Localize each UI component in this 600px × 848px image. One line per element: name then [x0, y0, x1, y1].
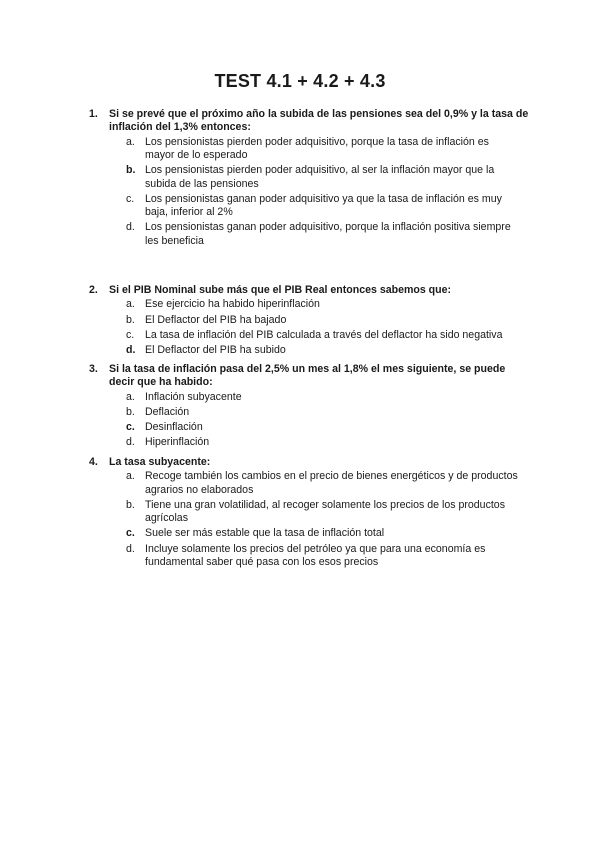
question-header [89, 456, 529, 469]
option-letter: d. [126, 436, 135, 449]
option-text: Incluye solamente los precios del petróleo ya que para una economía es fundamental saber qué pasa con los esos precios [145, 542, 486, 568]
option-b [126, 314, 529, 327]
option-list [89, 298, 529, 357]
option-text: Deflación [145, 405, 190, 418]
question-text: Si el PIB Nominal sube más que el PIB Real entonces sabemos que: [109, 284, 452, 296]
option-d [126, 344, 529, 357]
option-text: Ese ejercicio ha habido hiperinflación [145, 298, 320, 311]
option-letter: b. [126, 313, 135, 326]
question-text: Si se prevé que el próximo año la subida de las pensiones sea del 0,9% y la tasa de inflación del 1,3% entonces: [109, 108, 529, 134]
option-text: Los pensionistas pierden poder adquisitivo, porque la tasa de inflación es mayor de lo esperado [145, 135, 489, 162]
option-a [126, 470, 529, 497]
option-d [126, 543, 529, 570]
option-list [89, 470, 529, 569]
option-b [126, 164, 529, 191]
option-text: Los pensionistas ganan poder adquisitivo, porque la inflación positiva siempre les beneficia [145, 221, 511, 247]
option-c [126, 193, 529, 220]
option-letter: b. [126, 498, 135, 511]
option-d [126, 221, 529, 248]
option-text: El Deflactor del PIB ha bajado [145, 313, 287, 326]
option-letter: d. [126, 343, 136, 356]
option-text: La tasa de inflación del PIB calculada a través del deflactor ha sido negativa [145, 328, 503, 341]
option-list [89, 391, 529, 450]
option-letter: c. [126, 527, 135, 540]
option-list [89, 136, 529, 248]
question-3 [89, 363, 529, 451]
option-a [126, 298, 529, 311]
option-d [126, 436, 529, 449]
option-text: Desinflación [145, 421, 203, 433]
question-number: 2. [89, 284, 98, 296]
question-text: La tasa subyacente: [109, 456, 211, 468]
question-number: 3. [89, 363, 98, 375]
option-text: Los pensionistas ganan poder adquisitivo ya que la tasa de inflación es muy baja, inferior al 2% [145, 192, 502, 219]
option-letter: a. [126, 470, 135, 483]
option-letter: a. [126, 135, 135, 148]
question-text: Si la tasa de inflación pasa del 2,5% un mes al 1,8% el mes siguiente, se puede decir que ha habido: [109, 363, 506, 389]
option-c [126, 421, 529, 434]
option-a [126, 391, 529, 404]
question-header [89, 108, 529, 135]
option-letter: c. [126, 192, 135, 205]
option-text: Los pensionistas pierden poder adquisitivo, al ser la inflación mayor que la subida de las pensiones [145, 164, 495, 190]
option-text: Hiperinflación [145, 436, 210, 449]
option-letter: d. [126, 221, 135, 234]
option-letter: c. [126, 328, 135, 341]
question-header [89, 363, 529, 390]
option-text: Recoge también los cambios en el precio de bienes energéticos y de productos agrarios no elaborados [145, 470, 518, 496]
page-title: TEST 4.1 + 4.2 + 4.3 [214, 71, 386, 91]
question-number: 1. [89, 108, 98, 120]
option-letter: a. [126, 298, 135, 311]
option-c [126, 527, 529, 540]
option-c [126, 329, 529, 342]
question-header [89, 284, 529, 297]
option-text: El Deflactor del PIB ha subido [145, 343, 286, 356]
option-b [126, 406, 529, 419]
option-letter: b. [126, 405, 135, 418]
question-number: 4. [89, 456, 98, 468]
option-letter: d. [126, 542, 135, 555]
option-text: Tiene una gran volatilidad, al recoger solamente los precios de los productos agrícolas [145, 498, 506, 525]
question-4 [89, 456, 529, 571]
option-b [126, 499, 529, 526]
option-letter: a. [126, 390, 135, 403]
option-text: Inflación subyacente [145, 390, 242, 403]
option-letter: b. [126, 164, 136, 177]
option-a [126, 136, 529, 163]
question-2 [89, 284, 529, 359]
option-letter: c. [126, 421, 135, 433]
question-1 [89, 108, 529, 250]
option-text: Suele ser más estable que la tasa de inflación total [145, 527, 385, 540]
